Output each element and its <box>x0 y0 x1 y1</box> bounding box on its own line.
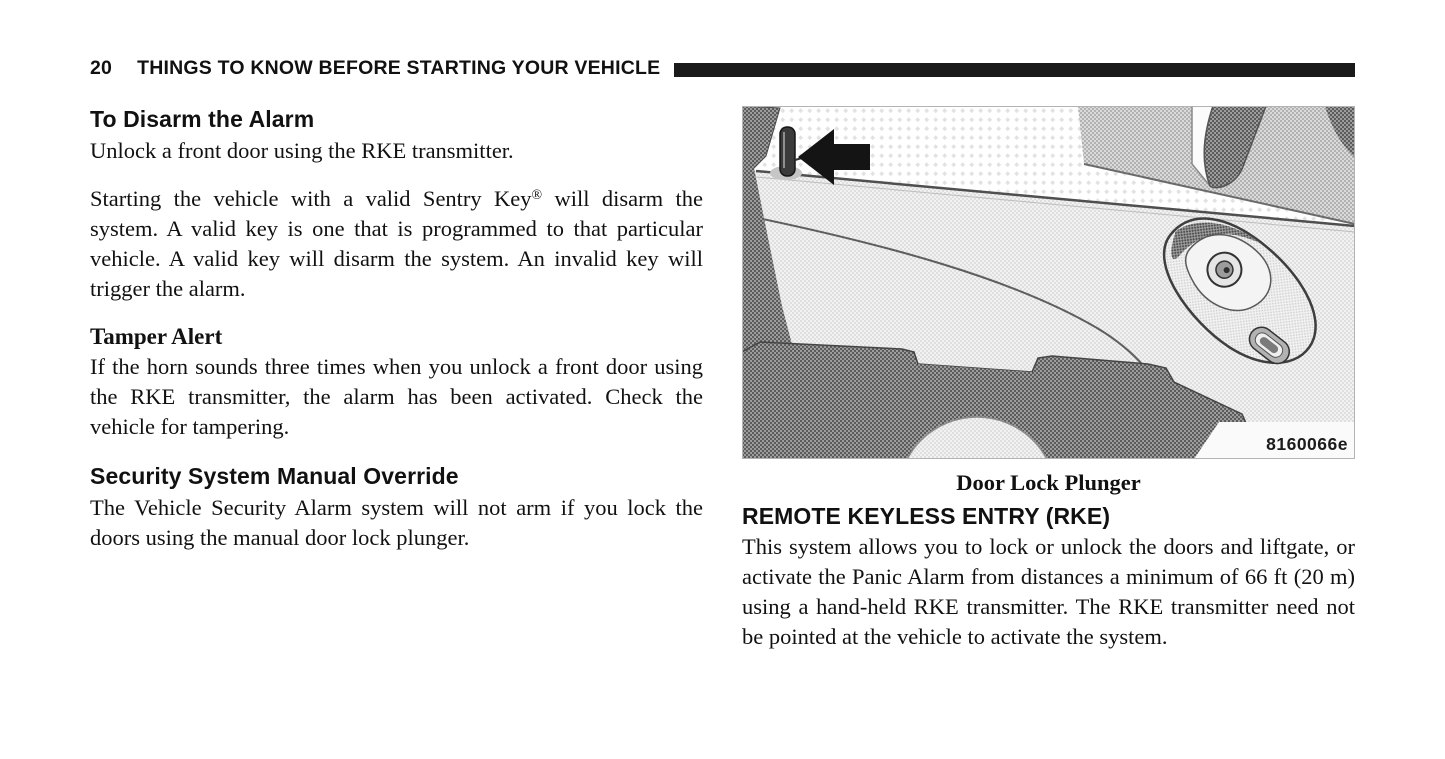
header-title: THINGS TO KNOW BEFORE STARTING YOUR VEHICLE <box>137 57 661 79</box>
figure-caption: Door Lock Plunger <box>956 470 1141 495</box>
two-column-layout <box>90 106 1355 652</box>
disarm-body-text-1: Starting the vehicle with a valid Sentry Key <box>90 186 532 211</box>
header-rule-bar <box>674 63 1355 77</box>
registered-trademark-symbol: ® <box>531 188 543 203</box>
heading-tamper-alert: Tamper Alert <box>90 324 223 349</box>
heading-to-disarm-the-alarm: To Disarm the Alarm <box>90 106 315 132</box>
paragraph-disarm-intro: Unlock a front door using the RKE transmitter. <box>90 138 514 163</box>
armrest-grip-bar <box>918 364 1038 416</box>
page-number: 20 <box>90 57 113 79</box>
left-column <box>90 106 703 652</box>
door-interior-illustration <box>742 106 1355 459</box>
right-column <box>742 106 1355 652</box>
paragraph-rke-body: This system allows you to lock or unlock the doors and liftgate, or activate the Panic Alarm from distances a minimum of 66 ft (20 m) using a hand-held RKE transmitter. The RKE transmitter need not be pointed at the vehicle to activate the system. <box>742 534 1355 649</box>
door-lock-plunger-knob <box>780 127 795 176</box>
page-header <box>90 57 1355 80</box>
disarm-body-text-2: will disarm the system. A valid key is one that is programmed to that particular vehicle. A valid key will disarm the system. An invalid key will trigger the alarm. <box>90 186 703 301</box>
heading-security-system-manual-override: Security System Manual Override <box>90 463 459 489</box>
door-lock-plunger-figure <box>742 106 1355 496</box>
figure-code-label: 8160066e <box>1266 434 1348 454</box>
paragraph-tamper-alert: If the horn sounds three times when you unlock a front door using the RKE transmitter, the alarm has been activated. Check the vehicle for tampering. <box>90 354 703 439</box>
paragraph-disarm-body <box>90 184 703 304</box>
heading-remote-keyless-entry: REMOTE KEYLESS ENTRY (RKE) <box>742 503 1111 529</box>
paragraph-security-override: The Vehicle Security Alarm system will not arm if you lock the doors using the manual door lock plunger. <box>90 495 703 550</box>
